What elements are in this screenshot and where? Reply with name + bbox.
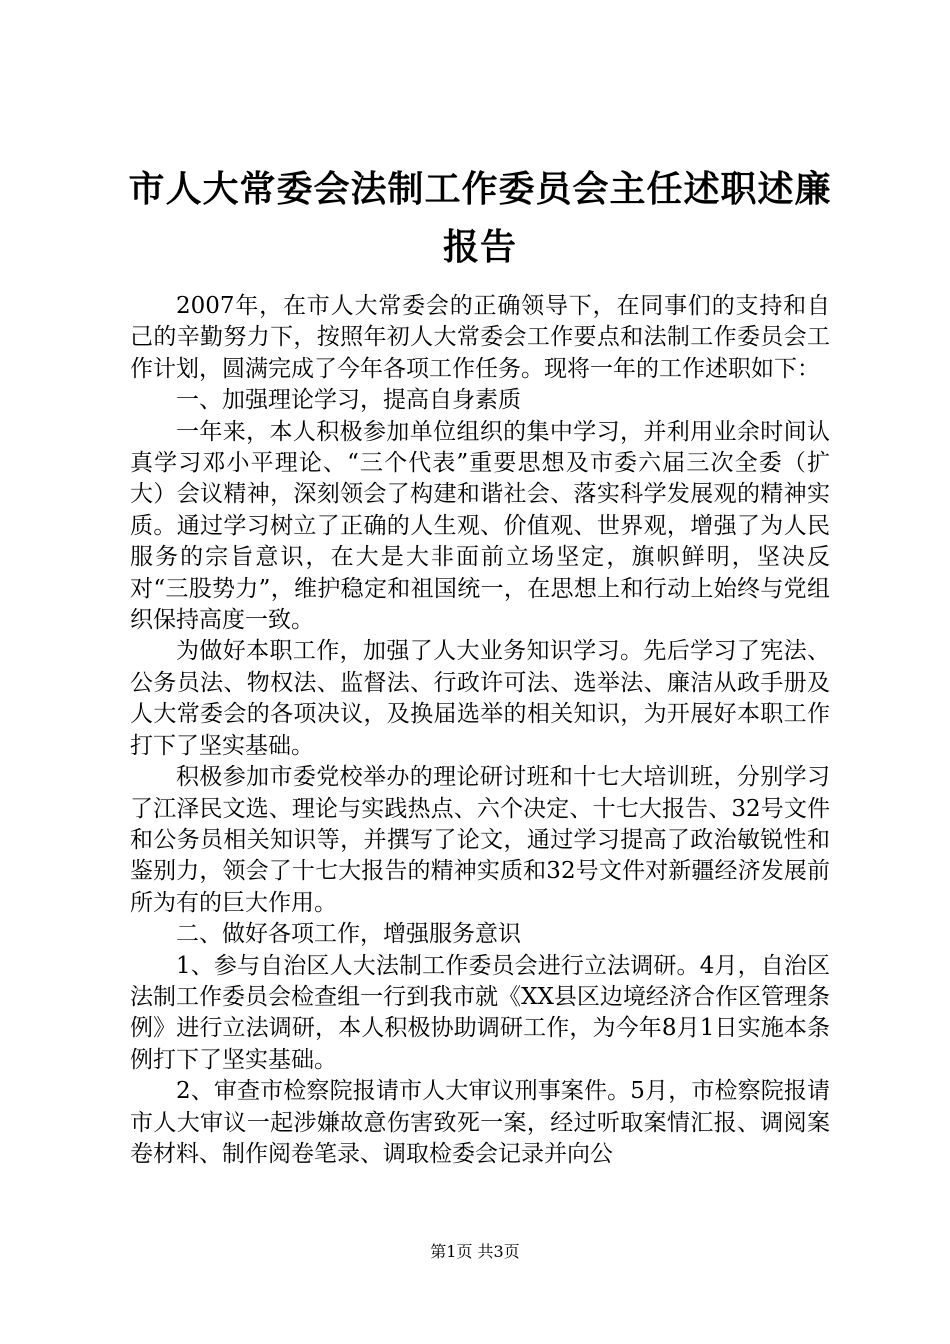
paragraph-item-1: 1、参与自治区人大法制工作委员会进行立法调研。4月，自治区法制工作委员会检查组一行到我市就《XX县区边境经济合作区管理条例》进行立法调研，本人积极协助调研工作，为今年8月1日实施本条例打下了坚实基础。 <box>130 952 830 1073</box>
paragraph-item-2: 2、审查市检察院报请市人大审议刑事案件。5月，市检察院报请市人大审议一起涉嫌故意伤害致死一案，经过听取案情汇报、调阅案卷材料、制作阅卷笔录、调取检委会记录并向公 <box>130 1078 830 1167</box>
document-body <box>130 291 830 1170</box>
document-title: 市人大常委会法制工作委员会主任述职述廉报告 <box>128 168 832 268</box>
paragraph-study: 一年来，本人积极参加单位组织的集中学习，并利用业余时间认真学习邓小平理论、“三个代表”重要思想及市委六届三次全委（扩大）会议精神，深刻领会了构建和谐社会、落实科学发展观的精神实质。通过学习树立了正确的人生观、价值观、世界观，增强了为人民服务的宗旨意识，在大是大非面前立场坚定，旗帜鲜明，坚决反对“三股势力”，维护稳定和祖国统一，在思想上和行动上始终与党组织保持高度一致。 <box>130 418 830 634</box>
paragraph-intro: 2007年，在市人大常委会的正确领导下，在同事们的支持和自己的辛勤努力下，按照年初人大常委会工作要点和法制工作委员会工作计划，圆满完成了今年各项工作任务。现将一年的工作述职如下： <box>130 293 830 382</box>
paragraph-party-school: 积极参加市委党校举办的理论研讨班和十七大培训班，分别学习了江泽民文选、理论与实践热点、六个决定、十七大报告、32号文件和公务员相关知识等，并撰写了论文，通过学习提高了政治敏锐性和鉴别力，领会了十七大报告的精神实质和32号文件对新疆经济发展前所为有的巨大作用。 <box>130 764 830 916</box>
paragraph-business-knowledge: 为做好本职工作，加强了人大业务知识学习。先后学习了宪法、公务员法、物权法、监督法、行政许可法、选举法、廉洁从政手册及人大常委会的各项决议，及换届选举的相关知识，为开展好本职工作打下了坚实基础。 <box>130 638 830 759</box>
section-heading-2: 二、做好各项工作，增强服务意识 <box>176 921 521 948</box>
page-number: 第1页 共3页 <box>430 1242 520 1261</box>
section-heading-1: 一、加强理论学习，提高自身素质 <box>176 387 521 414</box>
